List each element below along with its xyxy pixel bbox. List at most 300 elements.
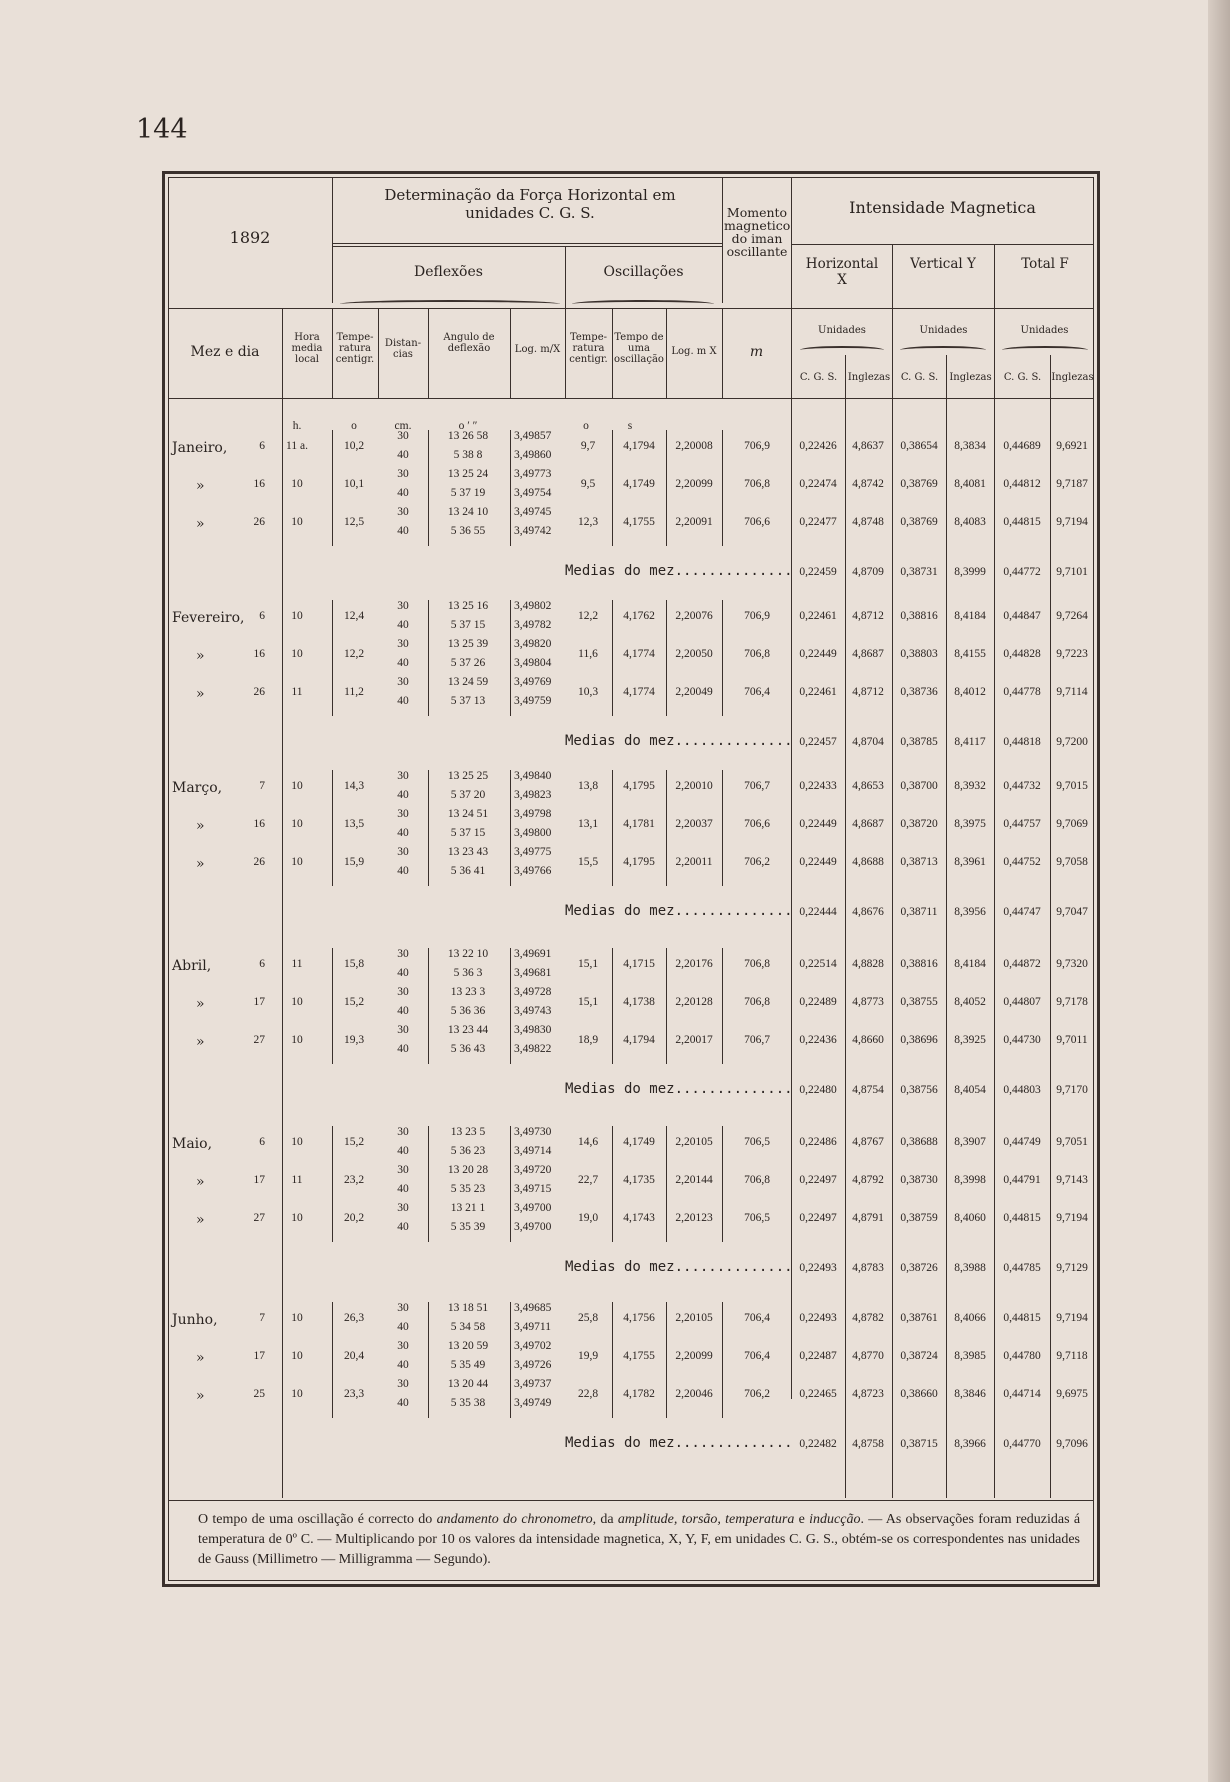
x-cgs: 0,22426 <box>799 440 837 452</box>
f-cgs: 0,44815 <box>1003 1212 1041 1224</box>
temp: 15,8 <box>343 958 365 970</box>
medias-x-cgs: 0,22482 <box>799 1438 837 1450</box>
angle-40: 5 37 19 <box>450 487 486 499</box>
ditto-mark: » <box>196 996 205 1012</box>
hora: 10 <box>291 1136 303 1148</box>
x-cgs: 0,22477 <box>799 516 837 528</box>
note-text-3: e <box>794 1512 810 1527</box>
angle-40: 5 37 15 <box>450 619 486 631</box>
row-divider <box>722 430 723 546</box>
row-divider <box>722 600 723 716</box>
unidades-f: Unidades <box>1020 325 1069 336</box>
row-divider <box>612 1126 613 1242</box>
f-cgs: 0,44872 <box>1003 958 1041 970</box>
ditto-mark: » <box>196 856 205 872</box>
x-ing: 4,8773 <box>852 996 884 1008</box>
y-cgs: 0,38700 <box>900 780 938 792</box>
divider <box>892 244 893 308</box>
moment: 706,4 <box>744 686 770 698</box>
dist-30: 30 <box>397 1340 409 1352</box>
f-cgs: 0,44780 <box>1003 1350 1041 1362</box>
angle-30: 13 23 43 <box>447 846 489 858</box>
log-mx: 2,20050 <box>675 648 713 660</box>
medias-f-cgs: 0,44785 <box>1003 1262 1041 1274</box>
y-ing: 8,3925 <box>954 1034 986 1046</box>
log-40: 3,49804 <box>514 657 552 669</box>
log-mx: 2,20037 <box>675 818 713 830</box>
y-ing: 8,3998 <box>954 1174 986 1186</box>
hora: 11 a. <box>286 440 308 452</box>
x-cgs: 0,22465 <box>799 1388 837 1400</box>
row-divider <box>946 398 947 1498</box>
intensidade-header: Intensidade Magnetica <box>849 198 1036 217</box>
f-ing: 9,7194 <box>1056 1212 1088 1224</box>
hora: 11 <box>291 686 303 698</box>
unit-tempo: s <box>627 420 633 432</box>
divider <box>994 244 995 308</box>
moment: 706,2 <box>744 856 770 868</box>
oscillation: 4,1795 <box>623 856 655 868</box>
medias-label: Medias do mez.............. <box>565 1259 793 1275</box>
note-italic-3: inducção <box>809 1512 861 1527</box>
dist-40: 40 <box>397 1321 409 1333</box>
day: 17 <box>253 996 265 1008</box>
medias-y-cgs: 0,38785 <box>900 736 938 748</box>
temp-osc: 22,8 <box>577 1388 599 1400</box>
y-ing: 8,4081 <box>954 478 986 490</box>
x-ing: 4,8712 <box>852 610 884 622</box>
medias-y-ing: 8,3999 <box>954 566 986 578</box>
row-divider <box>722 770 723 886</box>
angle-30: 13 24 59 <box>447 676 489 688</box>
row-divider <box>666 1126 667 1242</box>
temp: 20,4 <box>343 1350 365 1362</box>
f-ing: 9,7011 <box>1056 1034 1088 1046</box>
medias-f-cgs: 0,44770 <box>1003 1438 1041 1450</box>
medias-label: Medias do mez.............. <box>565 1435 793 1451</box>
medias-y-cgs: 0,38731 <box>900 566 938 578</box>
x-ing: 4,8637 <box>852 440 884 452</box>
brace <box>1002 346 1088 354</box>
row-divider <box>666 770 667 886</box>
temp-osc: 10,3 <box>577 686 599 698</box>
dist-40: 40 <box>397 1221 409 1233</box>
y-cgs: 0,38755 <box>900 996 938 1008</box>
oscillation: 4,1749 <box>623 1136 655 1148</box>
oscillation: 4,1749 <box>623 478 655 490</box>
log-40: 3,49749 <box>514 1397 552 1409</box>
medias-y-ing: 8,3956 <box>954 906 986 918</box>
angle-30: 13 23 44 <box>447 1024 489 1036</box>
medias-f-ing: 9,7047 <box>1056 906 1088 918</box>
medias-f-cgs: 0,44803 <box>1003 1084 1041 1096</box>
distancias-header: Distan-cias <box>384 338 422 360</box>
medias-label: Medias do mez.............. <box>565 1081 793 1097</box>
x-cgs: 0,22497 <box>799 1212 837 1224</box>
temp: 23,2 <box>343 1174 365 1186</box>
dist-30: 30 <box>397 676 409 688</box>
temp-osc: 18,9 <box>577 1034 599 1046</box>
temp-osc: 13,8 <box>577 780 599 792</box>
f-ing: 9,7194 <box>1056 1312 1088 1324</box>
x-ing: 4,8748 <box>852 516 884 528</box>
ditto-mark: » <box>196 686 205 702</box>
angle-30: 13 23 5 <box>450 1126 486 1138</box>
y-cgs: 0,38654 <box>900 440 938 452</box>
y-ing: 8,3985 <box>954 1350 986 1362</box>
y-cgs: 0,38724 <box>900 1350 938 1362</box>
inglezas-f: Inglezas <box>1051 372 1094 383</box>
log-mx: 2,20105 <box>675 1136 713 1148</box>
angle-40: 5 34 58 <box>450 1321 486 1333</box>
log-40: 3,49700 <box>514 1221 552 1233</box>
log-mx: 2,20046 <box>675 1388 713 1400</box>
log-40: 3,49743 <box>514 1005 552 1017</box>
moment: 706,2 <box>744 1388 770 1400</box>
y-ing: 8,3961 <box>954 856 986 868</box>
medias-label: Medias do mez.............. <box>565 903 793 919</box>
log-40: 3,49823 <box>514 789 552 801</box>
y-ing: 8,3975 <box>954 818 986 830</box>
f-ing: 9,7264 <box>1056 610 1088 622</box>
row-divider <box>428 948 429 1064</box>
day: 27 <box>253 1212 265 1224</box>
row-divider <box>845 398 846 1498</box>
x-cgs: 0,22487 <box>799 1350 837 1362</box>
unidades-x: Unidades <box>818 325 866 336</box>
log-30: 3,49820 <box>514 638 552 650</box>
x-cgs: 0,22449 <box>799 648 837 660</box>
temp-osc: 9,7 <box>580 440 596 452</box>
y-ing: 8,4155 <box>954 648 986 660</box>
divider <box>332 177 333 303</box>
row-divider <box>428 770 429 886</box>
day: 6 <box>259 440 265 452</box>
y-cgs: 0,38696 <box>900 1034 938 1046</box>
angle-30: 13 25 16 <box>447 600 489 612</box>
angle-30: 13 24 10 <box>447 506 489 518</box>
f-cgs: 0,44812 <box>1003 478 1041 490</box>
ditto-mark: » <box>196 818 205 834</box>
y-cgs: 0,38688 <box>900 1136 938 1148</box>
month-name: Abril, <box>172 958 212 974</box>
moment: 706,6 <box>744 818 770 830</box>
ditto-mark: » <box>196 1034 205 1050</box>
moment: 706,5 <box>744 1212 770 1224</box>
row-divider <box>510 948 511 1064</box>
f-ing: 9,7178 <box>1056 996 1088 1008</box>
medias-x-ing: 4,8758 <box>852 1438 884 1450</box>
day: 26 <box>253 856 265 868</box>
dist-40: 40 <box>397 1397 409 1409</box>
medias-f-ing: 9,7200 <box>1056 736 1088 748</box>
dist-40: 40 <box>397 1005 409 1017</box>
angle-40: 5 36 43 <box>450 1043 486 1055</box>
row-divider <box>428 600 429 716</box>
day: 27 <box>253 1034 265 1046</box>
row-divider <box>666 600 667 716</box>
row-divider <box>666 1302 667 1418</box>
oscillation: 4,1794 <box>623 440 655 452</box>
temp: 12,4 <box>343 610 365 622</box>
row-divider <box>994 398 995 1498</box>
log-40: 3,49860 <box>514 449 552 461</box>
temp-osc: 14,6 <box>577 1136 599 1148</box>
angle-40: 5 36 55 <box>450 525 486 537</box>
angle-30: 13 25 24 <box>447 468 489 480</box>
medias-x-cgs: 0,22459 <box>799 566 837 578</box>
angle-40: 5 37 26 <box>450 657 486 669</box>
medias-f-ing: 9,7101 <box>1056 566 1088 578</box>
f-ing: 9,7058 <box>1056 856 1088 868</box>
x-ing: 4,8653 <box>852 780 884 792</box>
temp-osc: 25,8 <box>577 1312 599 1324</box>
log-mx: 2,20008 <box>675 440 713 452</box>
oscillation: 4,1795 <box>623 780 655 792</box>
hora: 10 <box>291 1312 303 1324</box>
f-cgs: 0,44828 <box>1003 648 1041 660</box>
row-divider <box>510 1302 511 1418</box>
row-divider <box>510 1126 511 1242</box>
medias-y-ing: 8,3988 <box>954 1262 986 1274</box>
month-name: Fevereiro, <box>172 610 245 626</box>
page-edge <box>1208 0 1230 1782</box>
divider <box>332 243 722 244</box>
row-divider <box>282 398 283 1498</box>
oscillation: 4,1794 <box>623 1034 655 1046</box>
f-ing: 9,6975 <box>1056 1388 1088 1400</box>
temp: 14,3 <box>343 780 365 792</box>
y-ing: 8,4052 <box>954 996 986 1008</box>
note-text-4: . — As observações foram reduzidas á temperatura de 0º C. — Multiplicando por 10 os valores da intensidade magnetica, X, Y, F, em unidades C. G. S., obtém-se os correspondentes nas unidades de Gauss (Millimetro — Milligramma — Segundo). <box>198 1512 1081 1567</box>
y-cgs: 0,38736 <box>900 686 938 698</box>
temp: 19,3 <box>343 1034 365 1046</box>
temp-osc: 12,2 <box>577 610 599 622</box>
medias-f-ing: 9,7170 <box>1056 1084 1088 1096</box>
angle-30: 13 22 10 <box>447 948 489 960</box>
log-mx: 2,20076 <box>675 610 713 622</box>
angle-30: 13 25 25 <box>447 770 489 782</box>
log-40: 3,49711 <box>514 1321 551 1333</box>
x-cgs: 0,22461 <box>799 610 837 622</box>
angle-40: 5 36 41 <box>450 865 486 877</box>
log-30: 3,49840 <box>514 770 552 782</box>
x-cgs: 0,22486 <box>799 1136 837 1148</box>
ditto-mark: » <box>196 478 205 494</box>
hora: 11 <box>291 1174 303 1186</box>
unit-angle: o ′ ″ <box>458 420 478 432</box>
dist-40: 40 <box>397 789 409 801</box>
log-30: 3,49802 <box>514 600 552 612</box>
angulo-header: Angulo de deflexão <box>443 332 495 354</box>
x-ing: 4,8712 <box>852 686 884 698</box>
angle-40: 5 35 23 <box>450 1183 486 1195</box>
x-cgs: 0,22436 <box>799 1034 837 1046</box>
f-ing: 9,7051 <box>1056 1136 1088 1148</box>
temp: 23,3 <box>343 1388 365 1400</box>
medias-f-ing: 9,7096 <box>1056 1438 1088 1450</box>
dist-30: 30 <box>397 846 409 858</box>
dist-40: 40 <box>397 1359 409 1371</box>
log-30: 3,49685 <box>514 1302 552 1314</box>
month-name: Janeiro, <box>172 440 228 456</box>
row-divider <box>612 948 613 1064</box>
x-ing: 4,8687 <box>852 818 884 830</box>
dist-40: 40 <box>397 1183 409 1195</box>
page-number: 144 <box>136 114 188 145</box>
angle-30: 13 23 3 <box>450 986 486 998</box>
day: 16 <box>253 648 265 660</box>
y-ing: 8,3834 <box>954 440 986 452</box>
day: 26 <box>253 686 265 698</box>
ditto-mark: » <box>196 516 205 532</box>
dist-40: 40 <box>397 695 409 707</box>
angle-30: 13 26 58 <box>447 430 489 442</box>
row-divider <box>722 1302 723 1418</box>
oscillacoes-header: Oscillações <box>603 264 684 280</box>
temp-osc: 12,3 <box>577 516 599 528</box>
hora: 10 <box>291 996 303 1008</box>
temp2-header: Tempe-ratura centigr. <box>569 332 608 365</box>
angle-30: 13 20 59 <box>447 1340 489 1352</box>
dist-30: 30 <box>397 1024 409 1036</box>
log-30: 3,49702 <box>514 1340 552 1352</box>
row-divider <box>666 948 667 1064</box>
note-italic-2: amplitude, torsão, temperatura <box>617 1512 795 1527</box>
brace <box>900 346 986 354</box>
hora: 10 <box>291 478 303 490</box>
log-mx: 2,20099 <box>675 1350 713 1362</box>
medias-f-cgs: 0,44747 <box>1003 906 1041 918</box>
hora: 11 <box>291 958 303 970</box>
medias-y-cgs: 0,38715 <box>900 1438 938 1450</box>
day: 26 <box>253 516 265 528</box>
row-divider <box>428 1302 429 1418</box>
temp: 12,5 <box>343 516 365 528</box>
medias-x-ing: 4,8754 <box>852 1084 884 1096</box>
temp-osc: 9,5 <box>580 478 596 490</box>
dist-40: 40 <box>397 487 409 499</box>
moment: 706,9 <box>744 610 770 622</box>
moment: 706,8 <box>744 958 770 970</box>
divider <box>168 1500 1094 1501</box>
medias-x-ing: 4,8704 <box>852 736 884 748</box>
log-mx: 2,20123 <box>675 1212 713 1224</box>
medias-label: Medias do mez.............. <box>565 733 793 749</box>
log-40: 3,49726 <box>514 1359 552 1371</box>
ditto-mark: » <box>196 1388 205 1404</box>
x-cgs: 0,22489 <box>799 996 837 1008</box>
dist-30: 30 <box>397 468 409 480</box>
dist-40: 40 <box>397 619 409 631</box>
row-divider <box>332 1126 333 1242</box>
angle-40: 5 37 15 <box>450 827 486 839</box>
x-cgs: 0,22474 <box>799 478 837 490</box>
x-cgs: 0,22497 <box>799 1174 837 1186</box>
log-mx: 2,20011 <box>675 856 713 868</box>
log-30: 3,49737 <box>514 1378 552 1390</box>
medias-y-cgs: 0,38756 <box>900 1084 938 1096</box>
f-ing: 9,7114 <box>1056 686 1088 698</box>
divider <box>168 398 1094 399</box>
divider <box>791 177 792 1399</box>
f-cgs: 0,44847 <box>1003 610 1041 622</box>
month-name: Março, <box>172 780 223 796</box>
hora: 10 <box>291 648 303 660</box>
log-30: 3,49769 <box>514 676 552 688</box>
moment: 706,4 <box>744 1350 770 1362</box>
hora: 10 <box>291 856 303 868</box>
log-30: 3,49775 <box>514 846 552 858</box>
medias-y-ing: 8,4054 <box>954 1084 986 1096</box>
y-cgs: 0,38730 <box>900 1174 938 1186</box>
row-divider <box>510 770 511 886</box>
x-cgs: 0,22493 <box>799 1312 837 1324</box>
log-mx: 2,20099 <box>675 478 713 490</box>
dist-30: 30 <box>397 948 409 960</box>
y-ing: 8,3932 <box>954 780 986 792</box>
log-30: 3,49773 <box>514 468 552 480</box>
medias-x-cgs: 0,22480 <box>799 1084 837 1096</box>
log-40: 3,49714 <box>514 1145 552 1157</box>
angle-40: 5 35 38 <box>450 1397 486 1409</box>
temp-osc: 15,1 <box>577 958 599 970</box>
dist-40: 40 <box>397 827 409 839</box>
medias-y-ing: 8,4117 <box>954 736 986 748</box>
cgs-f: C. G. S. <box>1003 372 1042 383</box>
dist-40: 40 <box>397 449 409 461</box>
note-text-2: , da <box>592 1512 618 1527</box>
y-ing: 8,4012 <box>954 686 986 698</box>
y-cgs: 0,38660 <box>900 1388 938 1400</box>
log-30: 3,49700 <box>514 1202 552 1214</box>
unit-temp2: o <box>583 420 589 432</box>
unidades-y: Unidades <box>919 325 968 336</box>
divider <box>791 244 1094 245</box>
medias-x-ing: 4,8783 <box>852 1262 884 1274</box>
day: 25 <box>253 1388 265 1400</box>
log-30: 3,49730 <box>514 1126 552 1138</box>
log-40: 3,49759 <box>514 695 552 707</box>
table-frame-inner <box>168 177 1094 1581</box>
row-divider <box>510 600 511 716</box>
log-40: 3,49754 <box>514 487 552 499</box>
y-cgs: 0,38816 <box>900 958 938 970</box>
medias-f-ing: 9,7129 <box>1056 1262 1088 1274</box>
y-ing: 8,3907 <box>954 1136 986 1148</box>
cgs-y: C. G. S. <box>900 372 939 383</box>
row-divider <box>332 770 333 886</box>
row-divider <box>332 600 333 716</box>
x-ing: 4,8767 <box>852 1136 884 1148</box>
row-divider <box>722 1126 723 1242</box>
row-divider <box>612 770 613 886</box>
row-divider <box>510 430 511 546</box>
f-ing: 9,7069 <box>1056 818 1088 830</box>
y-ing: 8,4060 <box>954 1212 986 1224</box>
medias-x-ing: 4,8709 <box>852 566 884 578</box>
temp: 12,2 <box>343 648 365 660</box>
temp-osc: 19,0 <box>577 1212 599 1224</box>
day: 6 <box>259 958 265 970</box>
month-name: Junho, <box>172 1312 218 1328</box>
log-30: 3,49857 <box>514 430 552 442</box>
dist-30: 30 <box>397 506 409 518</box>
y-cgs: 0,38816 <box>900 610 938 622</box>
day: 17 <box>253 1350 265 1362</box>
log-mx: 2,20128 <box>675 996 713 1008</box>
f-cgs: 0,44778 <box>1003 686 1041 698</box>
